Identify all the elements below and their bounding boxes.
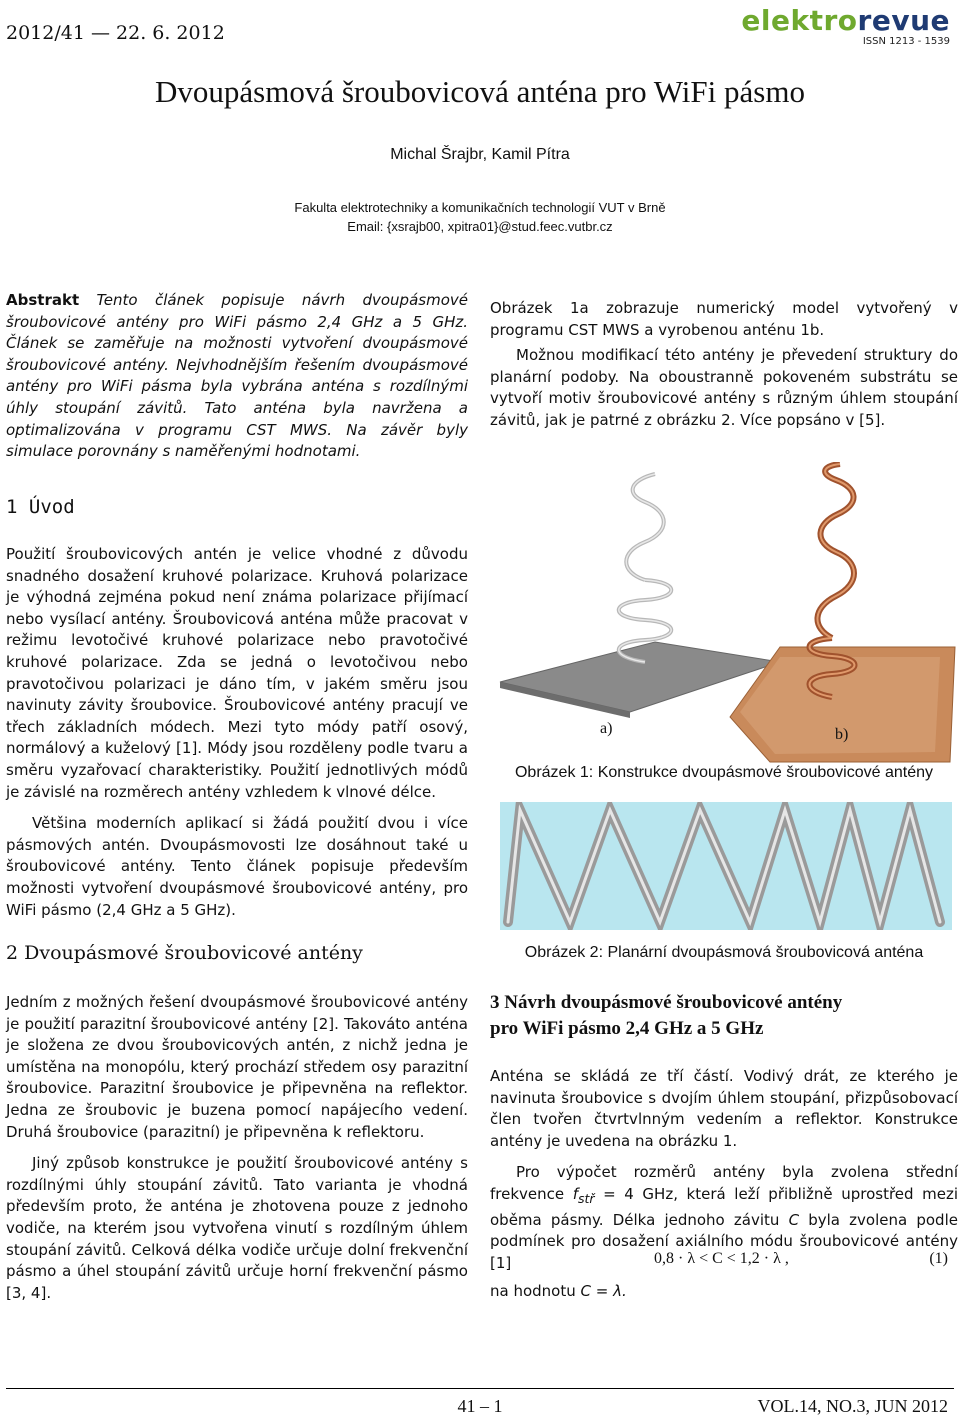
section-3-paragraph-3-b: C = λ. [580, 1282, 627, 1300]
affiliation: Fakulta elektrotechniky a komunikačních technologií VUT v Brně [294, 200, 666, 215]
figure-2-caption: Obrázek 2: Planární dvoupásmová šroubovicová anténa [524, 944, 924, 961]
section-2-body [6, 992, 468, 1304]
section-2-paragraph-2: Jiný způsob konstrukce je použití šroubovicové antény s rozdílnými úhly stoupání závitů. Tato varianta je vhodná především proto, že anténa je zhotovena pouze z jednoho vodiče, na kterém jsou vytvořena vinutí s rozdílným úhlem stoupání závitů. Celková délka vodiče určuje dolní frekvenční pásmo a úhel stoupání závitů určuje horní frekvenční pásmo [3, 4]. [6, 1154, 468, 1302]
section-3-paragraph-2-b: = 4 GHz, která leží přibližně uprostřed mezi oběma pásmy. Délka jednoho závitu [490, 1184, 958, 1229]
right-intro-paragraph-2: Možnou modifikací této antény je převedení struktury do planární podoby. Na oboustranně pokoveném substrátu se vytvoří motiv šroubovicové antény s různým úhlem stoupání závitů, jak je patrné z obrázku 2. Více popsáno v [5]. [490, 346, 958, 429]
section-3-heading-line-1: 3 Návrh dvoupásmové šroubovicové antény [490, 992, 843, 1013]
section-3-paragraph-3-a: na hodnotu [490, 1282, 576, 1300]
page-number: 41 – 1 [457, 1396, 503, 1416]
authors: Michal Šrajbr, Kamil Pítra [390, 146, 570, 163]
section-3-paragraph-2-a: Pro výpočet rozměrů antény byla zvolena střední frekvence [490, 1163, 958, 1203]
symbol-f-subscript: stř [578, 1190, 595, 1206]
right-intro-paragraph-1: Obrázek 1a zobrazuje numerický model vytvořený v programu CST MWS a vyrobenou anténu 1b. [490, 299, 958, 339]
figure-2 [500, 802, 952, 930]
model-ground-plane [500, 642, 780, 712]
section-1-paragraph-2: Většina moderních aplikací si žádá použití dvou i více pásmových antén. Dvoupásmovosti lze dosáhnout také u šroubovicové antény. Tento článek popisuje především možnosti vytvoření dvoupásmové šroubovicové antény, pro WiFi pásmo (2,4 GHz a 5 GHz). [6, 814, 468, 919]
equation-1-number: (1) [929, 1250, 948, 1267]
footer-rule [6, 1388, 954, 1389]
section-2-paragraph-1: Jedním z možných řešení dvoupásmové šroubovicové antény je použití parazitní šroubovicové antény [2]. Takováto anténa je složena ze dvou šroubovicových antén, z nichž jedna je umístěna na monopólu, který prochází středem osy parazitní šroubovice. Parazitní šroubovice je připevněna na reflektor. Jedna ze šroubovic je buzena pomocí napájecího vedení. Druhá šroubovice (parazitní) je připevněna k reflektoru. [6, 993, 468, 1141]
paper-title: Dvoupásmová šroubovicová anténa pro WiFi pásmo [155, 74, 805, 109]
email: Email: {xsrajb00, xpitra01}@stud.feec.vutbr.cz [347, 219, 613, 234]
section-3-paragraph-2-d: byla zvolena podle podmínek pro dosažení axiálního módu šroubovicové antény [1] [490, 1210, 958, 1272]
section-3-heading-line-2: pro WiFi pásmo 2,4 GHz a 5 GHz [490, 1018, 764, 1039]
section-3-paragraph-1: Anténa se skládá ze tří částí. Vodivý drát, ze kterého je navinuta šroubovice s dvojím úhlem stoupání, přizpůsobovací člen tvořen čtvrtvlnným vedením a reflektor. Konstrukce antény je uvedena na obrázku 1. [490, 1067, 958, 1150]
equation-1: 0,8 · λ < C < 1,2 · λ , [654, 1250, 789, 1267]
abstract [6, 290, 468, 463]
figure-1-label-b: b) [835, 726, 849, 743]
figure-1-caption: Obrázek 1: Konstrukce dvoupásmové šroubovicové antény [514, 764, 933, 781]
issue-date: 2012/41 — 22. 6. 2012 [6, 22, 225, 44]
right-intro [490, 298, 958, 432]
section-1-body [6, 544, 468, 921]
figure-1-label-a: a) [600, 720, 613, 737]
symbol-c: C [788, 1210, 800, 1229]
section-2-heading: 2 Dvoupásmové šroubovicové antény [6, 942, 363, 964]
figure-1-graphic [480, 462, 960, 792]
figure-2-graphic [500, 802, 952, 930]
section-3-paragraph-3 [490, 1281, 958, 1303]
section-1-paragraph-1: Použití šroubovicových antén je velice vhodné z důvodu snadného dosažení kruhové polarizace. Kruhová polarizace je výhodná zejména pokud není známa polarizace přijímací nebo vysílací antény. Šroubovicová anténa může pracovat v režimu levotočivé kruhové polarizace nebo pravotočivé kruhové polarizace. Zda se jedná o levotočivou nebo pravotočivou polarizaci je dáno tím, v jakém směru jsou navinuty závity šroubovice. Šroubovicové antény pracují ve třech základních módech. Mezi tyto módy patří osový, normálový a kuželový [1]. Módy jsou rozděleny podle tvaru a směru vyzařovací charakteristiky. Použití jednotlivých módů je závislé na rozměrech antény vzhledem k vlnové délce. [6, 545, 468, 801]
issn: ISSN 1213 - 1539 [862, 36, 950, 47]
section-3-heading [490, 990, 958, 1042]
section-1-heading: 1 Úvod [6, 496, 75, 518]
abstract-label: Abstrakt [6, 291, 80, 309]
section-3-body [490, 1066, 958, 1274]
volume-info: VOL.14, NO.3, JUN 2012 [757, 1396, 948, 1416]
elektrorevue-logo[interactable] [724, 4, 954, 48]
abstract-text: Tento článek popisuje návrh dvoupásmové šroubovicové antény pro WiFi pásmo 2,4 GHz a 5 GHz. Článek se zaměřuje na možnosti vytvoření dvoupásmové šroubovicové antény. Nejvhodnějším řešením dvoupásmové antény pro WiFi pásma byla vybrána anténa s rozdílnými úhly stoupání závitů. Tato anténa byla navržena a optimalizována v programu CST MWS. Na závěr byly simulace porovnány s naměřenými hodnotami. [6, 291, 468, 461]
symbol-f: f [572, 1184, 578, 1203]
logo-text-a: elektro [741, 4, 858, 37]
logo-text-b: revue [857, 4, 950, 37]
affiliation-block [0, 198, 960, 236]
figure-1 [480, 462, 960, 792]
